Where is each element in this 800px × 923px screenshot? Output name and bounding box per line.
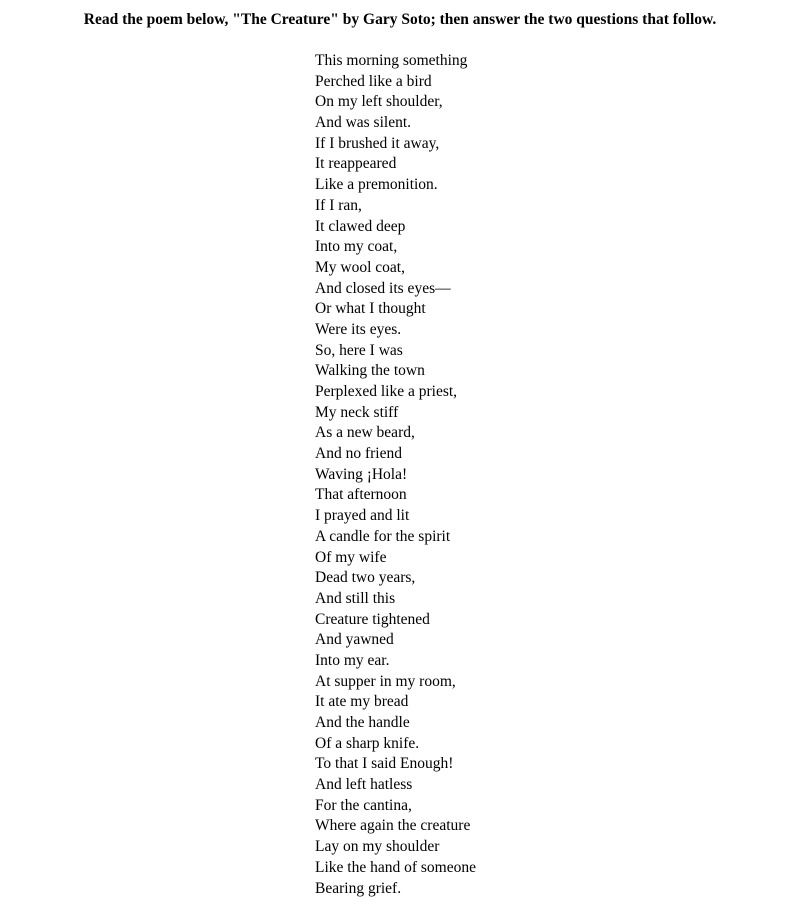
poem-line: Or what I thought — [315, 300, 426, 318]
poem-line: Where again the creature — [315, 817, 471, 835]
poem-line: If I brushed it away, — [315, 134, 440, 152]
poem-line: To that I said Enough! — [315, 755, 454, 773]
poem-text — [315, 51, 476, 899]
poem-line: It ate my bread — [315, 693, 409, 711]
poem-line: And left hatless — [315, 776, 413, 794]
poem-line: And still this — [315, 589, 396, 607]
poem-line: Perched like a bird — [315, 72, 432, 90]
poem-line: Of my wife — [315, 548, 387, 566]
poem-line: Of a sharp knife. — [315, 734, 420, 752]
poem-line: At supper in my room, — [315, 672, 456, 690]
poem-line: Lay on my shoulder — [315, 838, 440, 856]
poem-line: That afternoon — [315, 486, 407, 504]
poem-line: Creature tightened — [315, 610, 430, 628]
poem-line: On my left shoulder, — [315, 93, 443, 111]
poem-line: For the cantina, — [315, 796, 412, 814]
poem-line: This morning something — [315, 52, 468, 69]
poem-line: Into my coat, — [315, 238, 398, 256]
poem-line: Walking the town — [315, 362, 425, 380]
poem-line: And closed its eyes— — [315, 279, 451, 297]
poem-line: Dead two years, — [315, 569, 416, 587]
poem-line: Perplexed like a priest, — [315, 383, 458, 400]
poem-line: And was silent. — [315, 114, 412, 132]
poem-line: I prayed and lit — [315, 507, 410, 525]
poem-line: So, here I was — [315, 341, 403, 359]
poem-line: And no friend — [315, 445, 402, 463]
instructions-heading: Read the poem below, "The Creature" by Gary Soto; then answer the two questions that follow. — [83, 11, 717, 28]
poem-line: Were its eyes. — [315, 320, 402, 338]
poem-line: Into my ear. — [315, 651, 390, 669]
poem-line: A candle for the spirit — [315, 527, 451, 545]
poem-line: And the handle — [315, 714, 410, 731]
poem-line: Like a premonition. — [315, 176, 438, 194]
poem-line: And yawned — [315, 631, 394, 649]
poem-line: It clawed deep — [315, 217, 406, 235]
poem-line: My neck stiff — [315, 403, 399, 421]
poem-line: My wool coat, — [315, 258, 405, 276]
poem-line: Like the hand of someone — [315, 858, 476, 876]
poem-line: If I ran, — [315, 196, 362, 214]
poem-line: Bearing grief. — [315, 879, 402, 897]
poem-line: As a new beard, — [315, 424, 415, 442]
poem-line: Waving ¡Hola! — [315, 465, 408, 483]
poem-line: It reappeared — [315, 155, 397, 173]
